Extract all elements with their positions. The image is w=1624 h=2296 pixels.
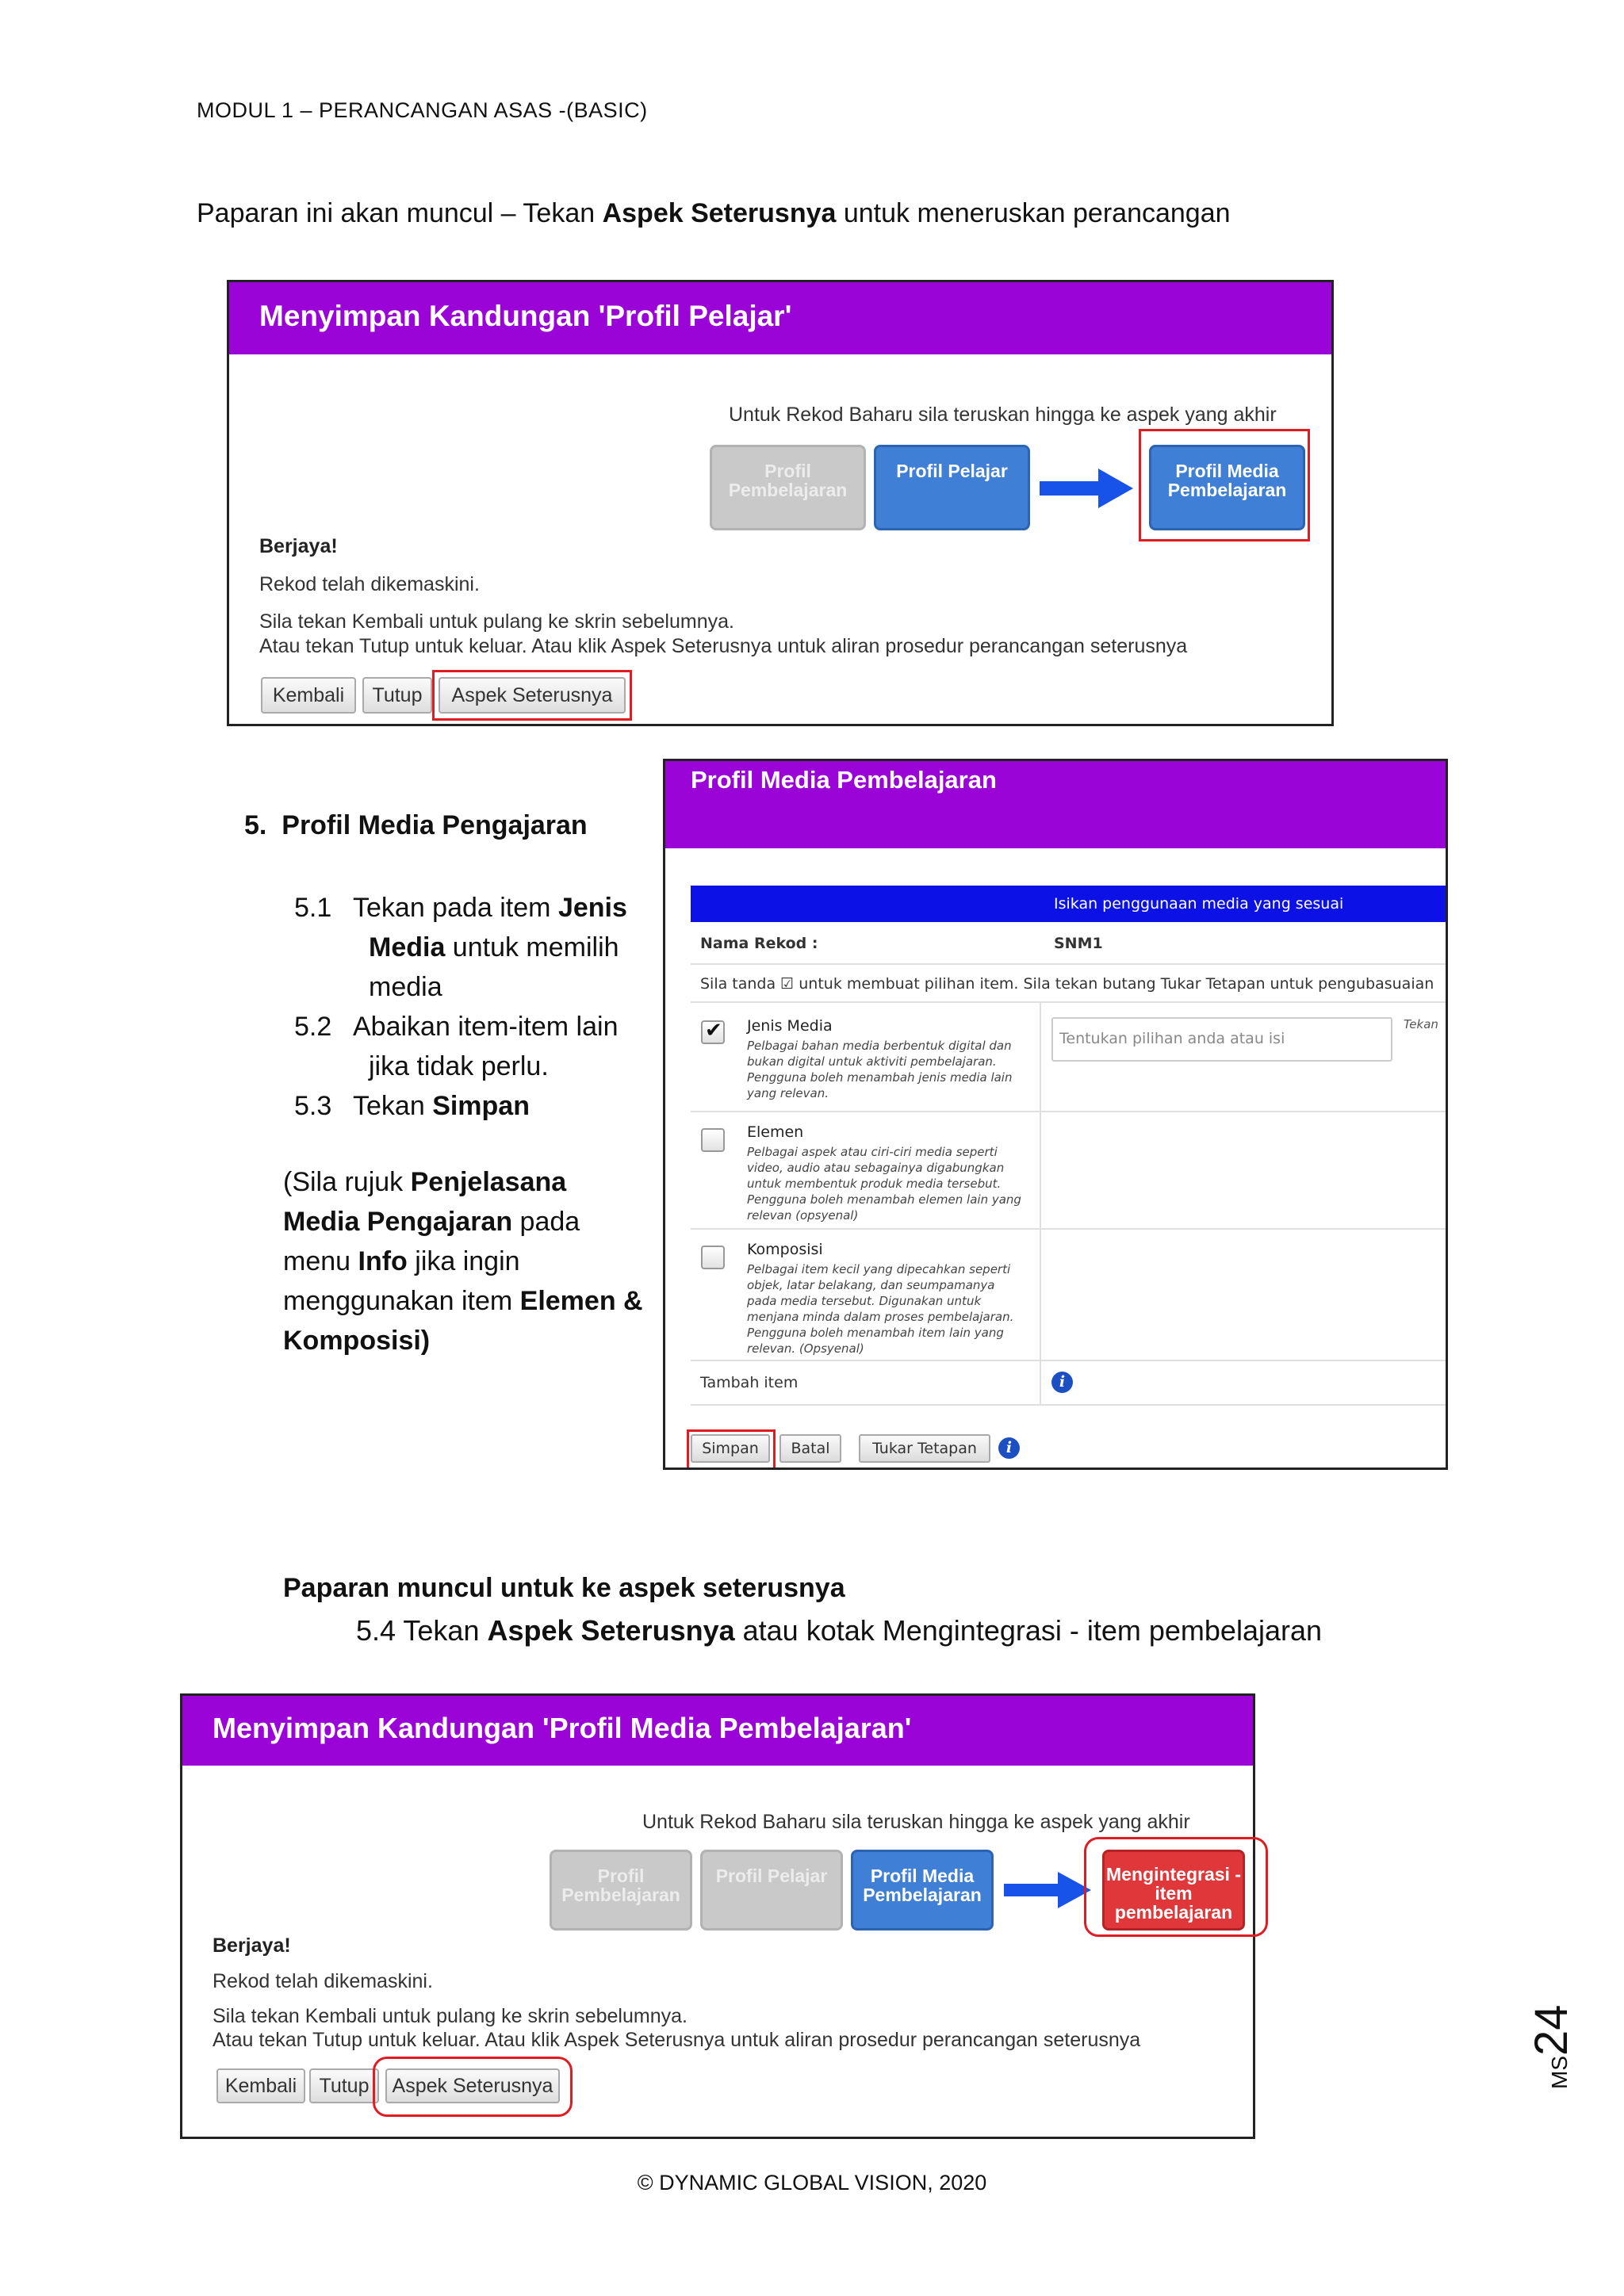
intro-bold: Aspek Seterusnya [602, 198, 837, 228]
next-arrow-icon [1004, 1872, 1091, 1908]
record-value: SNM1 [1054, 935, 1103, 952]
elemen-checkbox[interactable] [701, 1128, 725, 1152]
save-button[interactable]: Simpan [691, 1434, 770, 1463]
note-bold: Info [358, 1246, 408, 1276]
form-title: Profil Media Pembelajaran [665, 761, 1446, 848]
highlight-mengintegrasi-step [1084, 1837, 1268, 1937]
dialog-instruction: Untuk Rekod Baharu sila teruskan hingga ke aspek yang akhir [729, 404, 1277, 426]
step-5-2 [294, 1007, 659, 1086]
reference-note [283, 1162, 648, 1360]
step-profil-pelajar[interactable]: Profil Pelajar [700, 1850, 843, 1931]
step-text-part: Tekan [353, 1091, 433, 1121]
note-part: jika ingin menggunakan item [283, 1246, 520, 1316]
step-text-part: Tekan pada item [353, 893, 558, 923]
intro-text [197, 198, 1231, 229]
updated-message: Rekod telah dikemaskini. [259, 573, 480, 595]
settings-info-icon[interactable]: i [998, 1437, 1020, 1459]
step-number: 5.3 [294, 1091, 332, 1121]
section-5-title: Profil Media Pengajaran [282, 810, 588, 840]
step-5-1 [294, 888, 659, 1007]
item-title: Komposisi [747, 1241, 823, 1258]
table-header-text: Isikan penggunaan media yang sesuai [1054, 895, 1344, 913]
dialog-title: Menyimpan Kandungan 'Profil Media Pembelajaran' [182, 1696, 1253, 1766]
note-part: pada menu [283, 1207, 580, 1276]
step-text-bold: Simpan [432, 1091, 530, 1121]
input-placeholder: Tentukan pilihan anda atau isi [1059, 1030, 1285, 1047]
item-description: Pelbagai aspek atau ciri-ciri media seperti video, audio atau sebagainya digabungkan untuk membentuk produk media tersebut. Pengguna boleh menambah elemen lain yang relevan (opsyenal) [747, 1145, 1021, 1223]
dialog-instruction: Untuk Rekod Baharu sila teruskan hingga ke aspek yang akhir [642, 1811, 1190, 1833]
step-profil-media-pembelajaran[interactable]: Profil Media Pembelajaran [851, 1850, 994, 1931]
item-row-elemen [691, 1112, 1448, 1230]
step-text-bold: Aspek Seterusnya [487, 1614, 735, 1647]
page-number-value: 24 [1526, 2004, 1577, 2056]
note-bold: Elemen & Komposisi) [283, 1286, 643, 1356]
instruction-line-1: Sila tekan Kembali untuk pulang ke skrin sebelumnya. [259, 610, 734, 633]
next-aspect-button[interactable]: Aspek Seterusnya [439, 677, 626, 714]
media-choice-input[interactable] [1051, 1017, 1392, 1062]
copyright-footer: © DYNAMIC GLOBAL VISION, 2020 [637, 2171, 987, 2195]
komposisi-checkbox[interactable] [701, 1246, 725, 1269]
highlight-save-button [687, 1429, 776, 1470]
add-item-cell [1040, 1361, 1448, 1404]
highlight-next-step [1139, 429, 1310, 541]
table-header [691, 886, 1448, 922]
record-row [691, 922, 1448, 965]
section-5-number: 5. [244, 810, 267, 840]
note-bold: Penjelasana Media Pengajaran [283, 1167, 567, 1237]
save-dialog-profil-media [180, 1693, 1255, 2139]
instruction-line-1: Sila tekan Kembali untuk pulang ke skrin sebelumnya. [213, 2005, 688, 2027]
success-label: Berjaya! [259, 535, 338, 557]
instruction-line-2: Atau tekan Tutup untuk keluar. Atau klik Aspek Seterusnya untuk aliran prosedur perancangan seterusnya [259, 635, 1188, 657]
success-label: Berjaya! [213, 1934, 291, 1957]
add-item-label: Tambah item [700, 1374, 799, 1391]
dialog-title: Menyimpan Kandungan 'Profil Pelajar' [229, 282, 1331, 354]
step-5-3 [294, 1086, 659, 1126]
item-title: Jenis Media [747, 1017, 833, 1035]
item-description: Pelbagai item kecil yang dipecahkan seperti objek, latar belakang, dan seumpamanya pada media tersebut. Digunakan untuk menjana minda dalam proses pembelajaran. Pengguna boleh menambah item lain yang relevan. (Opsyenal) [747, 1262, 1014, 1356]
item-input-cell [1040, 1112, 1448, 1228]
next-arrow-icon [1040, 469, 1133, 508]
item-input-cell [1040, 1230, 1448, 1360]
item-row-komposisi [691, 1230, 1448, 1361]
record-label: Nama Rekod : [700, 935, 818, 952]
add-item-row [691, 1361, 1448, 1406]
step-profil-pembelajaran[interactable]: Profil Pembelajaran [550, 1850, 692, 1931]
step-text [353, 888, 638, 1007]
info-icon[interactable]: i [1051, 1372, 1073, 1393]
step-text-part: untuk memilih media [369, 932, 619, 1002]
item-title: Elemen [747, 1123, 804, 1141]
step-profil-pembelajaran[interactable]: Profil Pembelajaran [710, 445, 866, 530]
change-settings-button[interactable]: Tukar Tetapan [859, 1434, 990, 1463]
section-5-heading [244, 810, 588, 841]
side-note: Tekan [1404, 1017, 1438, 1031]
close-button[interactable]: Tutup [309, 2068, 379, 2103]
highlight-next-aspect-button [373, 2057, 573, 2117]
step-number: 5.2 [294, 1012, 332, 1042]
profil-media-form [663, 759, 1448, 1470]
step-number: 5.1 [294, 893, 332, 923]
intro-after: untuk meneruskan perancangan [836, 198, 1231, 228]
media-table [691, 886, 1448, 1406]
step-text-bold: Jenis Media [369, 893, 627, 962]
item-row-jenis-media [691, 1003, 1448, 1112]
step-5-4 [356, 1614, 1322, 1647]
step-text: Abaikan item-item lain jika tidak perlu. [353, 1012, 619, 1081]
step-text [353, 1086, 654, 1126]
step-profil-pelajar[interactable]: Profil Pelajar [874, 445, 1030, 530]
highlight-next-aspect-button [432, 670, 632, 721]
instruction-line-2: Atau tekan Tutup untuk keluar. Atau klik Aspek Seterusnya untuk aliran prosedur perancangan seterusnya [213, 2029, 1141, 2051]
jenis-media-checkbox[interactable] [701, 1020, 725, 1044]
step-profil-media-pembelajaran[interactable]: Profil Media Pembelajaran [1149, 445, 1305, 530]
step-mengintegrasi[interactable]: Mengintegrasi - item pembelajaran [1102, 1850, 1245, 1931]
item-input-cell [1040, 1003, 1448, 1111]
step-text-part: 5.4 Tekan [356, 1614, 488, 1647]
next-aspect-heading: Paparan muncul untuk ke aspek seterusnya [283, 1573, 845, 1603]
updated-message: Rekod telah dikemaskini. [213, 1970, 433, 1992]
save-dialog-profil-pelajar [227, 280, 1334, 726]
item-description: Pelbagai bahan media berbentuk digital dan bukan digital untuk aktiviti pembelajaran. Pengguna boleh menambah jenis media lain yang relevan. [747, 1039, 1013, 1100]
close-button[interactable]: Tutup [362, 677, 432, 714]
next-aspect-button[interactable]: Aspek Seterusnya [385, 2068, 560, 2103]
hint-row [691, 965, 1448, 1003]
page-number-prefix: MS [1547, 2056, 1572, 2089]
checkmark-icon: ✔ [705, 1019, 722, 1043]
page-number [1521, 1990, 1577, 2093]
step-text-part: atau kotak Mengintegrasi - item pembelajaran [734, 1614, 1323, 1647]
module-header: MODUL 1 – PERANCANGAN ASAS -(BASIC) [197, 98, 648, 122]
note-part: (Sila rujuk [283, 1167, 411, 1197]
hint-text: Sila tanda ☑ untuk membuat pilihan item. Sila tekan butang Tukar Tetapan untuk pengubasuaian [700, 975, 1434, 993]
back-button[interactable]: Kembali [216, 2068, 305, 2103]
intro-before: Paparan ini akan muncul – Tekan [197, 198, 603, 228]
cancel-button[interactable]: Batal [779, 1434, 841, 1463]
back-button[interactable]: Kembali [261, 677, 356, 714]
